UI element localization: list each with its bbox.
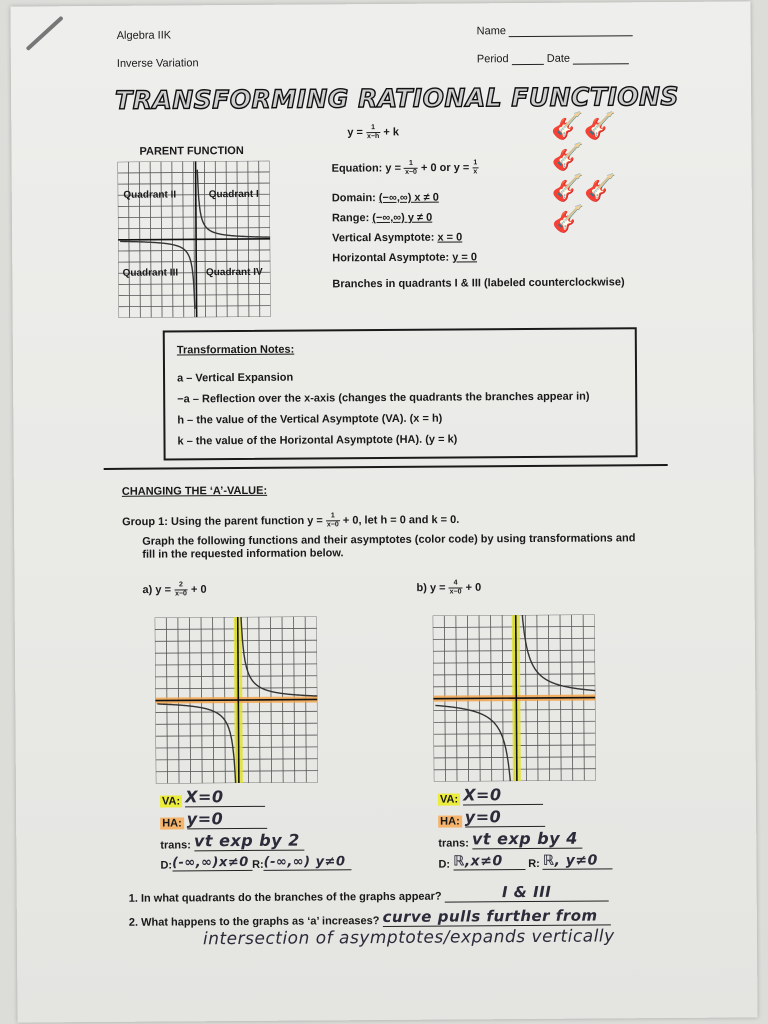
period-label: Period	[476, 53, 509, 66]
parent-equation: Equation: y = $\frac{1}{x-0}$ + 0 or y = $\frac{1}{x}$	[331, 159, 478, 176]
problem-a-trans[interactable]: trans: vt exp by 2	[160, 831, 304, 852]
quadrant-i-label: Quadrant I	[208, 188, 259, 201]
problem-b-equation: b) y = $\frac{4}{x-0}$ + 0	[416, 579, 482, 596]
quadrant-iv-label: Quadrant IV	[205, 266, 263, 279]
parent-heading: PARENT FUNCTION	[139, 144, 244, 158]
parent-branches: Branches in quadrants I & III (labeled counterclockwise)	[332, 276, 625, 291]
guitar-icon: 🎸	[551, 172, 585, 203]
note-line: k – the value of the Horizontal Asymptote (HA). (y = k)	[177, 433, 458, 448]
x-axis	[155, 699, 317, 700]
problem-a-va[interactable]: VA: X=0	[160, 787, 265, 808]
notes-heading: Transformation Notes:	[176, 343, 295, 357]
name-label: Name	[476, 25, 507, 38]
x-axis	[118, 239, 270, 240]
problem-a-graph[interactable]	[155, 616, 318, 783]
guitar-icon: 🎸	[584, 172, 617, 203]
section-heading: CHANGING THE ‘A’-VALUE:	[121, 484, 268, 498]
guitar-icon: 🎸	[583, 110, 617, 141]
question-2[interactable]: 2. What happens to the graphs as ‘a’ increases? curve pulls further from	[129, 906, 611, 928]
note-line: −a – Reflection over the x-axis (changes the quadrants the branches appear in)	[177, 390, 590, 406]
period-date-field[interactable]	[477, 52, 629, 65]
guitar-icon: 🎸	[551, 141, 585, 172]
parent-range: Range: (−∞,∞) y ≠ 0	[331, 211, 433, 225]
y-axis	[196, 161, 197, 317]
problem-a-domain-range[interactable]: D:(-∞,∞)x≠0 R:(-∞,∞) y≠0	[160, 854, 351, 871]
problem-b-domain-range[interactable]: D: ℝ,x≠0 R: ℝ, y≠0	[438, 852, 613, 870]
pen-mark	[26, 16, 64, 51]
section-divider	[104, 464, 668, 470]
question-1[interactable]: 1. In what quadrants do the branches of the graphs appear? I & III	[129, 882, 609, 904]
problem-b-graph[interactable]	[433, 615, 596, 782]
curve-branch	[435, 705, 510, 782]
grid-line	[118, 261, 270, 262]
grid-line	[119, 317, 271, 318]
note-line: a – Vertical Expansion	[177, 371, 294, 385]
worksheet-page	[10, 1, 757, 1022]
course-label: Algebra IIK	[116, 29, 172, 42]
guitar-icons	[551, 110, 642, 235]
parent-graph	[118, 161, 271, 318]
problem-a-equation: a) y = $\frac{2}{x-0}$ + 0	[142, 581, 207, 598]
note-line: h – the value of the Vertical Asymptote (VA). (x = h)	[177, 412, 443, 427]
grid-line	[118, 250, 270, 251]
curve-branch	[522, 615, 596, 692]
parent-va: Vertical Asymptote: x = 0	[332, 231, 463, 245]
worksheet-title: TRANSFORMING RATIONAL FUNCTIONS	[115, 81, 680, 115]
quadrant-ii-label: Quadrant II	[123, 189, 177, 201]
parent-ha: Horizontal Asymptote: y = 0	[332, 251, 478, 265]
date-label: Date	[546, 52, 571, 65]
problem-b-trans[interactable]: trans: vt exp by 4	[438, 829, 582, 850]
graph-instructions: Graph the following functions and their asymptotes (color code) by using transformations and fill in the requested information below.	[142, 532, 636, 561]
group-instructions: Group 1: Using the parent function y = $\frac{1}{x-0}$ + 0, let h = 0 and k = 0.	[122, 512, 460, 529]
guitar-icon: 🎸	[551, 110, 584, 141]
general-form: y = $\frac{1}{x-h}$ + k	[347, 124, 400, 141]
parent-domain: Domain: (−∞,∞) x ≠ 0	[331, 191, 439, 205]
unit-label: Inverse Variation	[116, 57, 199, 70]
x-axis	[433, 698, 595, 699]
problem-b-ha[interactable]: HA: y=0	[438, 807, 545, 828]
problem-a-ha[interactable]: HA: y=0	[160, 809, 267, 830]
quadrant-iii-label: Quadrant III	[122, 267, 179, 279]
question-2-answer-cont: intersection of asymptotes/expands vertically	[202, 926, 615, 950]
problem-b-va[interactable]: VA: X=0	[438, 785, 543, 806]
name-field[interactable]	[477, 24, 633, 37]
transformation-notes-box	[163, 327, 638, 460]
guitar-icon: 🎸	[551, 203, 585, 234]
